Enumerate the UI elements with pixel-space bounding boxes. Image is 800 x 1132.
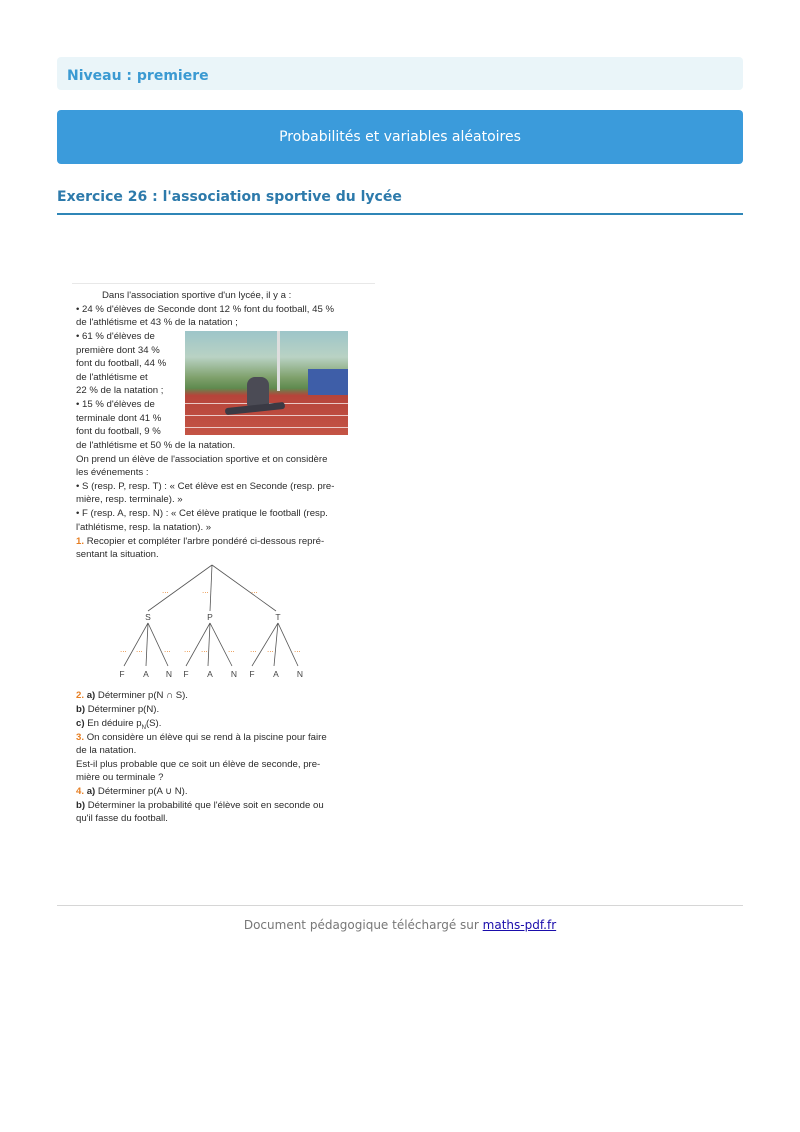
question-2b	[76, 703, 159, 717]
weighted-tree	[112, 563, 352, 688]
athlete-photo	[185, 331, 348, 435]
exercise-heading	[57, 186, 743, 215]
tree-weight-placeholder: ...	[202, 586, 209, 595]
tree-leaf: A	[143, 669, 149, 679]
question-text-end: (S).	[145, 718, 162, 729]
footer	[0, 918, 800, 932]
tree-leaf: F	[249, 669, 255, 679]
question-3-cont: mière ou terminale ?	[76, 772, 164, 783]
question-text: Déterminer la probabilité que l'élève soit en seconde ou	[87, 800, 324, 811]
question-3-cont: de la natation.	[76, 745, 137, 756]
exercise-line: de l'athlétisme et 43 % de la natation ;	[76, 317, 238, 328]
question-text: Déterminer p(A ∪ N).	[97, 786, 188, 797]
tree-branch	[274, 623, 278, 666]
question-number: 3.	[76, 732, 85, 743]
scan-top-rule	[72, 283, 375, 284]
exercise-title: Exercice 26 : l'association sportive du lycée	[57, 189, 402, 205]
question-number: 1.	[76, 536, 85, 547]
tree-weight-placeholder: ...	[164, 645, 171, 654]
exercise-line: • F (resp. A, resp. N) : « Cet élève pratique le football (resp.	[76, 508, 328, 519]
tree-weight-placeholder: ...	[136, 645, 143, 654]
footer-divider	[57, 905, 743, 906]
subquestion-label: a)	[86, 690, 96, 701]
exercise-line: première dont 34 %	[76, 345, 160, 356]
subquestion-label: b)	[76, 800, 86, 811]
exercise-line: 22 % de la natation ;	[76, 385, 164, 396]
exercise-line: font du football, 9 %	[76, 426, 161, 437]
question-1-cont: sentant la situation.	[76, 549, 159, 560]
tree-branch	[208, 623, 210, 666]
photo-lane	[185, 427, 348, 428]
question-number: 2.	[76, 690, 85, 701]
exercise-line: mière, resp. terminale). »	[76, 494, 183, 505]
photo-athlete	[247, 377, 269, 407]
question-1	[76, 535, 324, 549]
question-text: Déterminer p(N).	[87, 704, 160, 715]
tree-weight-placeholder: ...	[120, 645, 127, 654]
exercise-intro: Dans l'association sportive d'un lycée, il y a :	[102, 290, 292, 301]
question-2a	[76, 689, 188, 703]
tree-branch	[212, 565, 276, 611]
tree-leaf: N	[230, 669, 238, 679]
exercise-line: l'athlétisme, resp. la natation). »	[76, 522, 212, 533]
question-text: En déduire p	[87, 718, 142, 729]
question-3-cont: Est-il plus probable que ce soit un élève de seconde, pre-	[76, 759, 321, 770]
exercise-line: • 15 % d'élèves de	[76, 399, 155, 410]
tree-weight-placeholder: ...	[294, 645, 301, 654]
photo-stand	[308, 369, 348, 395]
question-4b	[76, 799, 324, 813]
subquestion-label: b)	[76, 704, 86, 715]
tree-node-seconde: S	[145, 612, 151, 622]
exercise-line: • S (resp. P, resp. T) : « Cet élève est en Seconde (resp. pre-	[76, 481, 335, 492]
tree-weight-placeholder: ...	[251, 586, 258, 595]
exercise-line: de l'athlétisme et	[76, 372, 148, 383]
photo-pole	[277, 331, 280, 391]
level-label: Niveau : premiere	[67, 68, 209, 84]
footer-link[interactable]: maths-pdf.fr	[482, 918, 557, 932]
subject-banner	[57, 110, 743, 164]
subquestion-label: a)	[86, 786, 96, 797]
question-text: Recopier et compléter l'arbre pondéré ci-dessous repré-	[86, 536, 325, 547]
question-number: 4.	[76, 786, 85, 797]
exercise-line: de l'athlétisme et 50 % de la natation.	[76, 440, 236, 451]
tree-branch	[146, 623, 148, 666]
tree-leaf: A	[207, 669, 213, 679]
tree-weight-placeholder: ...	[184, 645, 191, 654]
subquestion-label: c)	[76, 718, 85, 729]
photo-lane	[185, 415, 348, 416]
exercise-line: terminale dont 41 %	[76, 413, 162, 424]
exercise-line: • 61 % d'élèves de	[76, 331, 155, 342]
exercise-line: • 24 % d'élèves de Seconde dont 12 % font du football, 45 %	[76, 304, 335, 315]
question-4b-cont: qu'il fasse du football.	[76, 813, 168, 824]
question-3	[76, 731, 327, 745]
question-4a	[76, 785, 188, 799]
footer-text: Document pédagogique téléchargé sur	[243, 918, 479, 932]
tree-weight-placeholder: ...	[201, 645, 208, 654]
exercise-line: On prend un élève de l'association sportive et on considère	[76, 454, 328, 465]
tree-weight-placeholder: ...	[250, 645, 257, 654]
tree-leaf: A	[273, 669, 279, 679]
subject-title: Probabilités et variables aléatoires	[279, 129, 521, 145]
tree-leaf: F	[183, 669, 189, 679]
exercise-line: les événements :	[76, 467, 149, 478]
tree-weight-placeholder: ...	[162, 586, 169, 595]
level-bar	[57, 57, 743, 90]
tree-node-premiere: P	[207, 612, 213, 622]
tree-leaf: F	[119, 669, 125, 679]
exercise-scan	[72, 283, 377, 831]
tree-weight-placeholder: ...	[228, 645, 235, 654]
exercise-line: font du football, 44 %	[76, 358, 167, 369]
tree-node-terminale: T	[275, 612, 281, 622]
tree-weight-placeholder: ...	[267, 645, 274, 654]
tree-leaf: N	[165, 669, 173, 679]
question-text: Déterminer p(N ∩ S).	[97, 690, 188, 701]
tree-branch	[210, 565, 212, 611]
question-text: On considère un élève qui se rend à la piscine pour faire	[86, 732, 327, 743]
question-subscript: N	[141, 724, 146, 731]
tree-leaf: N	[296, 669, 304, 679]
